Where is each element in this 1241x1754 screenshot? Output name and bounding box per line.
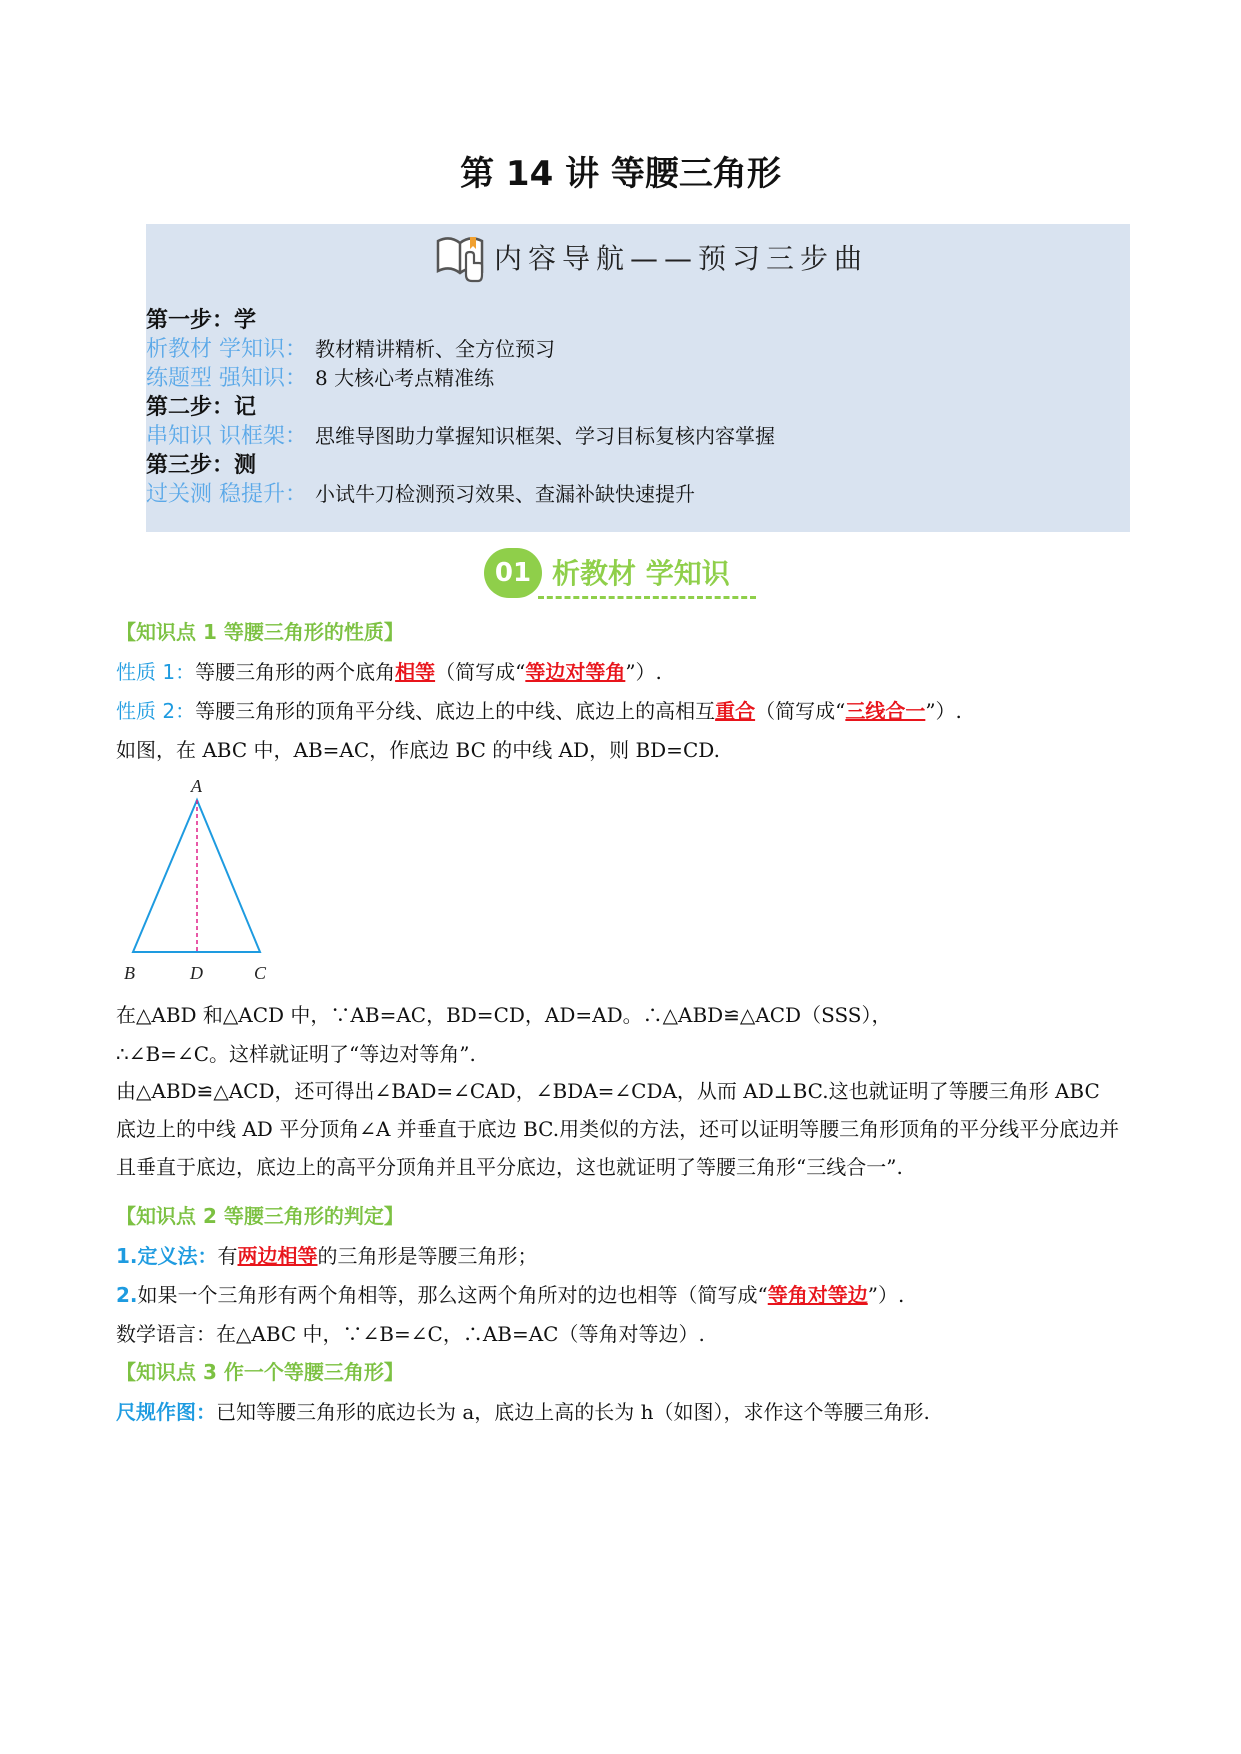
section-label: 析教材 学知识: [552, 557, 730, 590]
section-badge: [484, 546, 760, 602]
label-a: A: [191, 776, 202, 796]
proof-line-2: ∴∠B=∠C。这样就证明了“等边对等角”.: [116, 1042, 476, 1066]
method-1: 1.定义法：有两边相等的三角形是等腰三角形；: [116, 1244, 538, 1268]
content-navigation-box: [146, 224, 1130, 532]
kp3-heading: 【知识点 3 作一个等腰三角形】: [116, 1360, 404, 1384]
section-number: 01: [484, 548, 542, 598]
kp2-heading: 【知识点 2 等腰三角形的判定】: [116, 1204, 404, 1228]
figure-intro: 如图，在 ABC 中，AB=AC，作底边 BC 的中线 AD，则 BD=CD.: [116, 738, 720, 762]
compass-construction: 尺规作图：已知等腰三角形的底边长为 a，底边上高的长为 h（如图），求作这个等腰三角形.: [116, 1400, 930, 1424]
step-2-title: 第二步：记: [146, 395, 257, 420]
step-3-item-1: 过关测 稳提升： 小试牛刀检测预习效果、查漏补缺快速提升: [146, 482, 695, 507]
label-b: B: [124, 963, 135, 983]
step-1-item-1: 析教材 学知识： 教材精讲精析、全方位预习: [146, 337, 555, 362]
label-c: C: [254, 963, 267, 983]
step-3-title: 第三步：测: [146, 453, 257, 478]
isosceles-triangle-figure: [120, 772, 280, 986]
proof-paragraph: 由△ABD≌△ACD，还可得出∠BAD=∠CAD，∠BDA=∠CDA，从而 AD⊥BC.这也就证明了等腰三角形 ABC 底边上的中线 AD 平分顶角∠A 并垂直于底边 BC.用类似的方法，还可以证明等腰三角形顶角的平分线平分底边并且垂直于底边，底边上的高平分顶角并且平分底边，这也就证明了等腰三角形“三线合一”.: [116, 1079, 1120, 1179]
step-2-item-1: 串知识 识框架： 思维导图助力掌握知识框架、学习目标复核内容掌握: [146, 424, 775, 449]
step-1-item-2: 练题型 强知识： 8 大核心考点精准练: [146, 366, 495, 391]
property-1: 性质 1：等腰三角形的两个底角相等（简写成“等边对等角”）.: [116, 660, 662, 684]
math-language: 数学语言：在△ABC 中，∵∠B=∠C，∴AB=AC（等角对等边）.: [116, 1322, 705, 1346]
label-d: D: [190, 963, 203, 983]
page-title: 第 14 讲 等腰三角形: [460, 154, 781, 194]
kp1-heading: 【知识点 1 等腰三角形的性质】: [116, 620, 404, 644]
nav-heading: 内容导航——预习三步曲: [494, 242, 869, 275]
open-book-pointer-icon: [430, 227, 490, 287]
nav-steps: [146, 306, 775, 509]
nav-header: [430, 224, 870, 290]
section-underline: [538, 596, 756, 599]
method-2: 2.如果一个三角形有两个角相等，那么这两个角所对的边也相等（简写成“等角对等边”）.: [116, 1283, 905, 1307]
proof-line-1: 在△ABD 和△ACD 中，∵AB=AC，BD=CD，AD=AD。∴△ABD≌△ACD（SSS），: [116, 1003, 892, 1027]
step-1-title: 第一步：学: [146, 308, 257, 333]
property-2: 性质 2：等腰三角形的顶角平分线、底边上的中线、底边上的高相互重合（简写成“三线合一”）.: [116, 699, 962, 723]
